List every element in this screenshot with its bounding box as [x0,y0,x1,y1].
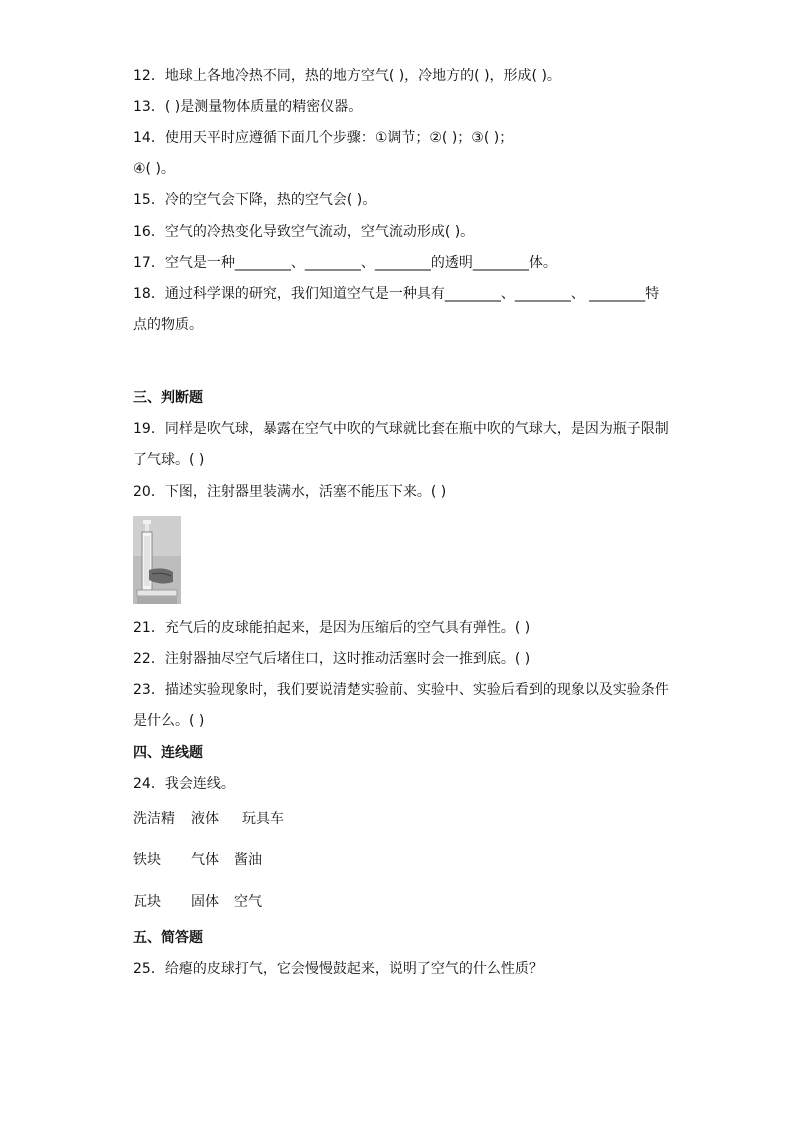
match-item: 铁块 [133,852,161,868]
syringe-photo-drawing [133,516,181,604]
question-22: 22．注射器抽尽空气后堵住口，这时推动活塞时会一推到底。( ) [133,651,531,667]
match-item: 酱油 [234,852,262,868]
match-item: 空气 [234,894,262,910]
section-heading-matching: 四、连线题 [133,745,203,761]
question-21: 21．充气后的皮球能拍起来，是因为压缩后的空气具有弹性。( ) [133,620,531,636]
question-17: 17．空气是一种________、________、________的透明________体。 [133,255,557,271]
question-25: 25．给瘪的皮球打气，它会慢慢鼓起来，说明了空气的什么性质？ [133,961,543,977]
question-19-line-2: 了气球。( ) [133,452,205,468]
question-24: 24．我会连线。 [133,776,235,792]
match-item: 气体 [191,852,219,868]
question-23-line-2: 是什么。( ) [133,713,205,729]
syringe-photo [133,516,181,604]
match-item: 玩具车 [242,811,284,827]
question-14-line-1: 14．使用天平时应遵循下面几个步骤：①调节；②( )；③( )； [133,130,514,146]
question-12: 12．地球上各地冷热不同，热的地方空气( )，冷地方的( )，形成( )。 [133,68,561,84]
match-item: 瓦块 [133,894,161,910]
section-heading-short-answer: 五、简答题 [133,930,203,946]
section-heading-judgement: 三、判断题 [133,390,203,406]
match-item: 固体 [191,894,219,910]
question-16: 16．空气的冷热变化导致空气流动，空气流动形成( )。 [133,224,475,240]
question-20: 20．下图，注射器里装满水，活塞不能压下来。( ) [133,484,447,500]
question-19-line-1: 19．同样是吹气球，暴露在空气中吹的气球就比套在瓶中吹的气球大，是因为瓶子限制 [133,421,669,437]
question-13: 13．( )是测量物体质量的精密仪器。 [133,99,363,115]
question-18-line-2: 点的物质。 [133,317,203,333]
question-14-line-2: ④( )。 [133,161,175,177]
match-item: 液体 [191,811,219,827]
question-18-line-1: 18．通过科学课的研究，我们知道空气是一种具有________、________、 ________特 [133,286,660,302]
match-item: 洗洁精 [133,811,175,827]
question-23-line-1: 23．描述实验现象时，我们要说清楚实验前、实验中、实验后看到的现象以及实验条件 [133,682,669,698]
question-15: 15．冷的空气会下降，热的空气会( )。 [133,192,377,208]
